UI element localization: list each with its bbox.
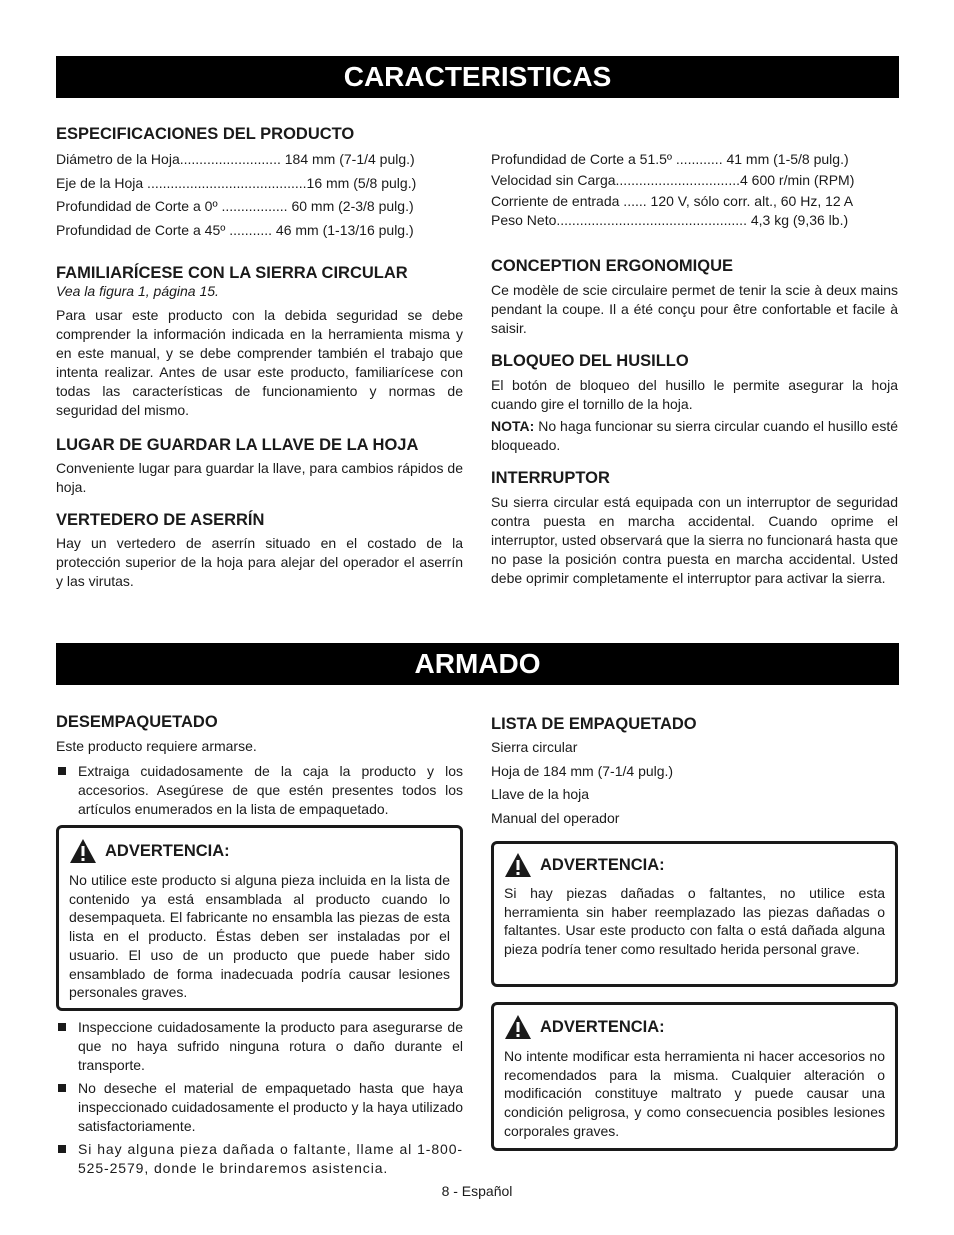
heading-lista: LISTA DE EMPAQUETADO	[491, 715, 697, 733]
banner-armado: ARMADO	[56, 643, 899, 685]
warning-box-1	[56, 825, 463, 1011]
bloqueo-nota	[491, 417, 898, 455]
spec-row: Profundidad de Corte a 45º ........... 46 mm (1-13/16 pulg.)	[56, 221, 414, 238]
interruptor-body: Su sierra circular está equipada con un interruptor de seguridad contra puesta en marcha accidental. Cuando oprime el interruptor, usted observará que la sierra no funcionará hasta que no pase la posición contra puesta en marcha accidental. Usted debe oprimir completamente el interruptor para activar la sierra.	[491, 494, 898, 586]
spec-row: Peso Neto................................................. 4,3 kg (9,36 lb.)	[491, 212, 849, 228]
list-item	[56, 762, 463, 819]
warning-triangle-icon	[69, 838, 97, 864]
page-footer: 8 - Español	[441, 1183, 513, 1199]
heading-desempaquetado: DESEMPAQUETADO	[56, 713, 218, 731]
spec-list-left	[56, 148, 463, 242]
spec-row: Profundidad de Corte a 0º ................. 60 mm (2-3/8 pulg.)	[56, 198, 414, 214]
conception-body: Ce modèle de scie circulaire permet de tenir la scie à deux mains pendant la coupe. Il a été conçu pour être confortable et facile à saisir.	[491, 282, 898, 336]
warning-header	[69, 838, 450, 864]
nota-text: No haga funcionar su sierra circular cuando el husillo esté bloqueado.	[491, 418, 898, 453]
warning-title: ADVERTENCIA:	[105, 841, 230, 860]
spec-row: Eje de la Hoja .........................................16 mm (5/8 pulg.)	[56, 174, 417, 191]
list-item	[56, 1079, 463, 1136]
left-column-bottom	[56, 712, 463, 819]
spec-row: Corriente de entrada ...... 120 V, sólo corr. alt., 60 Hz, 12 A	[491, 193, 854, 209]
warning-header	[504, 1014, 885, 1040]
bullet-square-icon	[58, 1145, 66, 1153]
bullet-text: No deseche el material de empaquetado hasta que haya inspeccionado cuidadosamente el producto y la haya utilizado satisfactoriamente.	[78, 1080, 463, 1134]
warning-triangle-icon	[504, 852, 532, 878]
lugar-body: Conveniente lugar para guardar la llave, para cambios rápidos de hoja.	[56, 460, 463, 495]
warning-title: ADVERTENCIA:	[540, 855, 665, 874]
list-item	[56, 1018, 463, 1075]
left-column-top	[56, 124, 463, 591]
right-column-top	[491, 149, 898, 588]
list-item	[56, 1140, 463, 1178]
list-item: Hoja de 184 mm (7-1/4 pulg.)	[491, 762, 674, 779]
spec-row: Profundidad de Corte a 51.5º ............ 41 mm (1-5/8 pulg.)	[491, 151, 849, 167]
right-column-bottom	[491, 714, 898, 830]
heading-interruptor: INTERRUPTOR	[491, 469, 610, 487]
spec-row: Velocidad sin Carga................................4 600 r/min (RPM)	[491, 172, 855, 188]
bullet-square-icon	[58, 1084, 66, 1092]
nota-label: NOTA:	[491, 418, 535, 434]
heading-lugar: LUGAR DE GUARDAR LA LLAVE DE LA HOJA	[56, 436, 419, 454]
bullet-text: Si hay alguna pieza dañada o faltante, llame al 1-800-525-2579, donde le brindaremos asistencia.	[78, 1141, 463, 1176]
familiaricese-body: Para usar este producto con la debida seguridad se debe comprender la información indicada en la herramienta misma y en este manual, y se debe comprender también el trabajo que intenta realizar. Antes de usar este producto, familiarícese con todas las características de funcionamiento y normas de seguridad del mismo.	[56, 307, 463, 418]
warning-body: No intente modificar esta herramienta ni hacer accesorios no recomendados para la misma. Cualquier alteración o modificación constituye maltrato y puede causar una condición peligrosa, y como consecuencia posibles lesiones corporales graves.	[504, 1048, 885, 1139]
figure-reference: Vea la figura 1, página 15.	[56, 283, 219, 299]
bullet-square-icon	[58, 1023, 66, 1031]
banner-caracteristicas: CARACTERISTICAS	[56, 56, 899, 98]
warning-title: ADVERTENCIA:	[540, 1017, 665, 1036]
heading-conception: CONCEPTION ERGONOMIQUE	[491, 257, 734, 275]
list-item: Sierra circular	[491, 739, 578, 755]
list-item: Llave de la hoja	[491, 786, 590, 802]
list-item: Manual del operador	[491, 809, 620, 826]
heading-bloqueo: BLOQUEO DEL HUSILLO	[491, 352, 689, 370]
bullet-text: Inspeccione cuidadosamente la producto para asegurarse de que no haya sufrido ninguna rotura o daño durante el transporte.	[78, 1019, 463, 1073]
warning-box-3	[491, 1002, 898, 1151]
heading-especificaciones: ESPECIFICACIONES DEL PRODUCTO	[56, 125, 355, 143]
warning-header	[504, 852, 885, 878]
vertedero-body: Hay un vertedero de aserrín situado en el costado de la protección superior de la hoja para alejar del operador el aserrín y las virutas.	[56, 535, 463, 589]
warning-body: Si hay piezas dañadas o faltantes, no utilice esta herramienta sin haber reemplazado las piezas dañadas o faltantes. Usar este producto con falta o está dañada alguna pieza podría tener como resultado herida personal grave.	[504, 885, 885, 958]
warning-triangle-icon	[504, 1014, 532, 1040]
warning-box-2	[491, 841, 898, 987]
desempaquetado-intro: Este producto requiere armarse.	[56, 738, 257, 754]
bullet-text: Extraiga cuidadosamente de la caja la producto y los accesorios. Asegúrese de que estén presentes todos los artículos enumerados en la lista de empaquetado.	[78, 763, 463, 817]
bullet-square-icon	[58, 767, 66, 775]
warning-body: No utilice este producto si alguna pieza incluida en la lista de contenido ya está ensamblada al producto cuando lo desempaqueta. El fabricante no ensambla las piezas de esta lista en el producto. Éstas deben ser instaladas por el usuario. El uso de un producto que puede haber sido ensamblado de forma inadecuada podría causar lesiones personales graves.	[69, 872, 450, 1001]
spec-list-right	[491, 149, 898, 229]
spec-row: Diámetro de la Hoja.......................... 184 mm (7-1/4 pulg.)	[56, 151, 415, 167]
bloqueo-body: El botón de bloqueo del husillo le permite asegurar la hoja cuando gire el tornillo de la hoja.	[491, 377, 898, 412]
heading-familiaricese: FAMILIARÍCESE CON LA SIERRA CIRCULAR	[56, 264, 408, 282]
packing-list	[491, 736, 898, 830]
left-column-bullets	[56, 1018, 463, 1178]
heading-vertedero: VERTEDERO DE ASERRÍN	[56, 511, 265, 529]
